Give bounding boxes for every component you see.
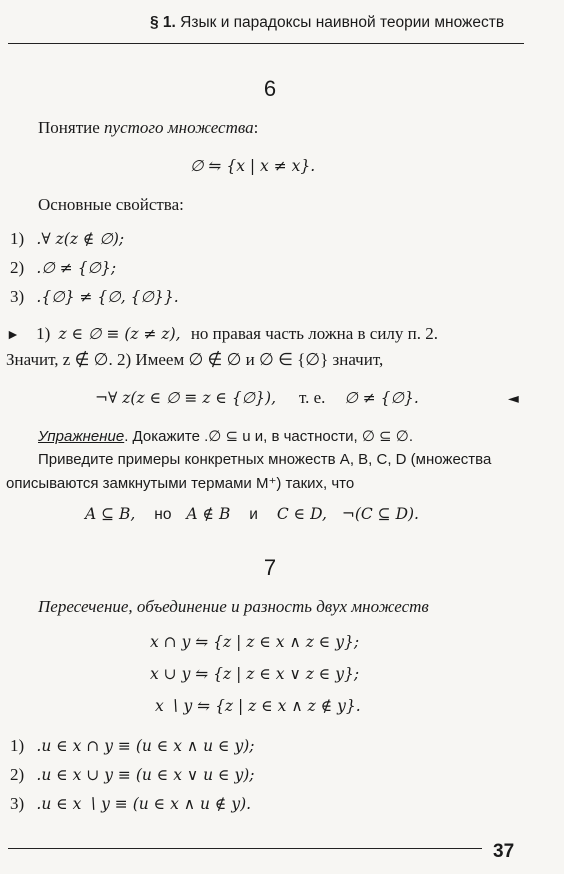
exercise-formula-part-2: A ∉ B [186, 505, 231, 523]
header-section-number: § 1. [150, 14, 176, 31]
section-7-title: Пересечение, объединение и разность двух множеств [38, 597, 429, 616]
proof-formula-1: z ∈ ∅ ≡ (z ≠ z), [58, 325, 181, 343]
set-property-1 [10, 736, 254, 756]
section-6-number: 6 [263, 76, 277, 101]
exercise-formula [85, 505, 419, 524]
property-formula: .u ∈ x ∩ y ≡ (u ∈ x ∧ u ∈ y); [36, 737, 255, 755]
page-number: 37 [493, 841, 515, 862]
section-6-intro [38, 118, 258, 138]
property-formula: .{∅} ≠ {∅, {∅}}. [36, 288, 179, 306]
proof-end-marker: ◄ [508, 391, 519, 407]
exercise-word-but: но [154, 506, 172, 523]
proof-item-1: 1) [36, 324, 51, 343]
proof-line-1 [6, 324, 438, 344]
property-number: 1) [10, 736, 25, 755]
union-definition: x ∪ y ⇋ {z | z ∈ x ∨ z ∈ y}; [150, 665, 360, 683]
property-2 [10, 258, 116, 278]
exercise-formula-part-4: ¬(C ⊆ D). [341, 505, 419, 523]
proof-start-marker: ► [6, 328, 20, 343]
proof-te: т. е. [298, 388, 326, 407]
intersection-definition: x ∩ y ⇋ {z | z ∈ x ∧ z ∈ y}; [150, 633, 360, 651]
proof-negation-formula: ¬∀ z(z ∈ ∅ ≡ z ∈ {∅}), [95, 389, 277, 407]
property-formula: .∅ ≠ {∅}; [36, 259, 117, 277]
proof-line-2: Значит, z ∉ ∅. 2) Имеем ∅ ∉ ∅ и ∅ ∈ {∅} значит, [6, 350, 384, 369]
property-number: 3) [10, 287, 25, 306]
proof-text-1: но правая часть ложна в силу п. 2. [190, 324, 439, 343]
property-formula: .u ∈ x ∖ y ≡ (u ∈ x ∧ u ∉ y). [36, 795, 252, 813]
exercise-line-2: Приведите примеры конкретных множеств A, B, C, D (множества [38, 451, 492, 468]
difference-definition: x ∖ y ⇋ {z | z ∈ x ∧ z ∉ y}. [155, 697, 361, 715]
exercise-line-1 [38, 427, 413, 445]
exercise-line-3: описываются замкнутыми термами M⁺) таких, что [6, 475, 355, 492]
set-property-3 [10, 794, 251, 814]
header-rule [8, 43, 524, 44]
property-number: 2) [10, 765, 25, 784]
header-title: Язык и парадоксы наивной теории множеств [180, 14, 505, 31]
property-formula: .∀ z(z ∉ ∅); [36, 230, 125, 248]
empty-set-definition: ∅ ⇋ {x | x ≠ x}. [190, 157, 316, 175]
property-1 [10, 229, 124, 249]
proof-conclusion: ∅ ≠ {∅}. [344, 389, 419, 407]
exercise-text-1: . Докажите .∅ ⊆ u и, в частности, ∅ ⊆ ∅. [124, 428, 414, 445]
property-number: 3) [10, 794, 25, 813]
section-7-number: 7 [263, 555, 277, 580]
intro-suffix: : [253, 118, 259, 137]
running-header [150, 14, 504, 32]
property-number: 2) [10, 258, 25, 277]
exercise-label: Упражнение [38, 428, 125, 445]
set-property-2 [10, 765, 254, 785]
exercise-word-and: и [249, 506, 258, 523]
exercise-formula-part-3: C ∈ D, [276, 505, 327, 523]
property-number: 1) [10, 229, 25, 248]
property-3 [10, 287, 179, 307]
property-formula: .u ∈ x ∪ y ≡ (u ∈ x ∨ u ∈ y); [36, 766, 255, 784]
proof-formula-line [95, 388, 419, 408]
intro-prefix: Понятие [38, 118, 105, 137]
footer-rule [8, 848, 482, 849]
properties-title: Основные свойства: [38, 195, 184, 214]
intro-italic-term: пустого множества [104, 118, 254, 137]
exercise-formula-part-1: A ⊆ B, [85, 505, 136, 523]
